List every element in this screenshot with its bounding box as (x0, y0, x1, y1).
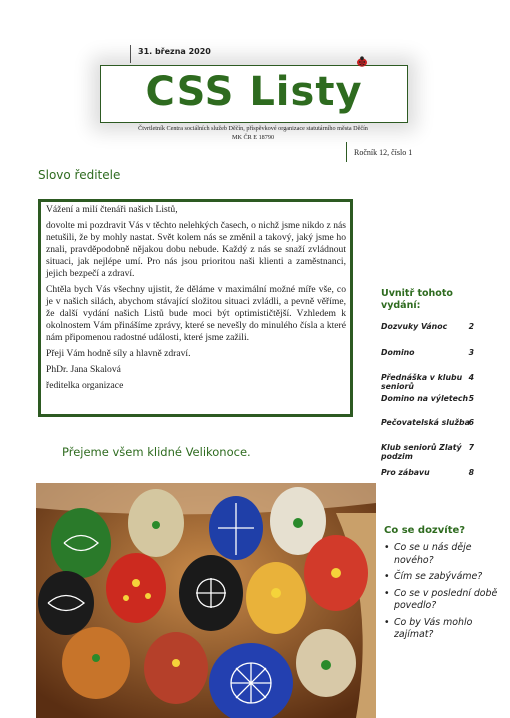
toc-page-number: 5 (468, 394, 474, 403)
masthead-box (100, 65, 408, 123)
toc-item[interactable]: Klub seniorů Zlatý podzim (381, 443, 462, 461)
list-item: • Co se v poslední době povedlo? (384, 587, 498, 611)
learn-title: Co se dozvíte? (384, 525, 466, 536)
learn-list (384, 542, 499, 646)
letter-signature: PhDr. Jana Skalová (46, 364, 121, 375)
issue-divider-line (346, 142, 347, 162)
toc-item[interactable]: Dozvuky Vánoc (381, 322, 448, 331)
toc-item[interactable]: Přednáška v klubu seniorů (381, 373, 463, 391)
letter-paragraph-3: Přeji Vám hodně síly a hlavně zdraví. (46, 348, 191, 359)
toc-page-number: 6 (468, 418, 474, 427)
toc-page-number: 7 (468, 443, 474, 452)
registration-number: MK ČR E 18790 (231, 134, 275, 141)
ladybug-icon (356, 56, 368, 67)
bullet-icon: • (384, 542, 390, 553)
toc-item[interactable]: Pro zábavu (381, 468, 430, 477)
letter-paragraph-2: Chtěla bych Vás všechny ujistit, že děláme v maximální možné míře vše, co je v našich silách, abychom stávající složitou situaci zvládli, a pevně věříme, že další vydání našich Listů bude moci být optimističtější. Vzhledem k okolnostem Vám přinášíme zprávy, které se nevešly do minulého čísla a které nám připomenou radostné události, které jsme zažili. (46, 284, 346, 343)
toc-page-number: 2 (468, 322, 474, 331)
issue-number: Ročník 12, číslo 1 (354, 148, 413, 157)
letter-greeting: Vážení a milí čtenáři našich Listů, (46, 204, 178, 215)
letter-paragraph-1: dovolte mi pozdravit Vás v těchto nelehkých časech, o nichž jsme nikdo z nás netušili, že by mohly nastat. Svět kolem nás se změnil a takový, jaký jsme ho znali, pravděpodobně nějakou dobu nebude. Každý z nás se snaží zvládnout situaci, jak nejlépe umí. Pro nás jsou prioritou naši klienti a zaměstnanci, jejich bezpečí a zdraví. (46, 220, 346, 279)
list-item: • Co se u nás děje nového? (384, 542, 472, 566)
toc-item[interactable]: Domino na výletech (381, 394, 469, 403)
issue-date: 31. března 2020 (138, 47, 211, 56)
list-item: • Čím se zabýváme? (384, 571, 483, 582)
easter-wish: Přejeme všem klidné Velikonoce. (62, 445, 251, 459)
bullet-icon: • (384, 571, 390, 582)
bullet-icon: • (384, 587, 390, 599)
masthead-rule (100, 122, 407, 123)
header-divider-line (130, 45, 131, 63)
letter-role: ředitelka organizace (46, 380, 124, 391)
toc-item[interactable]: Domino (381, 348, 415, 357)
toc-page-number: 4 (468, 373, 474, 382)
list-item: • Co by Vás mohlo zajímat? (384, 616, 473, 640)
newsletter-title: CSS Listy (145, 69, 363, 115)
director-letter-box (38, 199, 353, 417)
publisher-line: Čtvrtletník Centra sociálních služeb Děčín, příspěvkové organizace statutárního města Děčín (138, 125, 368, 132)
toc-item[interactable]: Pečovatelská služba (381, 418, 470, 427)
easter-eggs-photo (36, 483, 376, 718)
toc-page-number: 8 (468, 468, 474, 477)
bullet-icon: • (384, 616, 390, 628)
section-heading: Slovo ředitele (38, 168, 121, 182)
toc-page-number: 3 (468, 348, 474, 357)
toc-title: Uvnitř tohoto vydání: (381, 288, 453, 311)
